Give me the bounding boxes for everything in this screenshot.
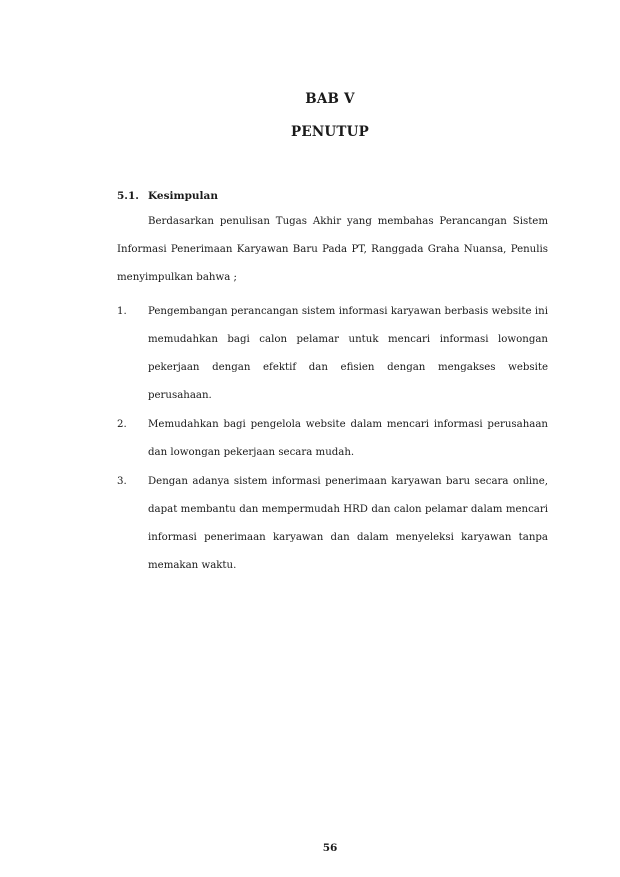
conclusion-text: Dengan adanya sistem informasi penerimaan karyawan baru secara online, dapat membantu dan mempermudah HRD dan calon pelamar dalam mencari informasi penerimaan karyawan dan dalam menyeleksi karyawan tanpa memakan waktu. [148, 476, 548, 571]
intro-paragraph: Berdasarkan penulisan Tugas Akhir yang membahas Perancangan Sistem Informasi Penerimaan Karyawan Baru Pada PT, Ranggada Graha Nuansa, Penulis menyimpulkan bahwa ; [117, 216, 548, 283]
section-number: 5.1. [117, 190, 139, 202]
conclusion-list [117, 298, 548, 581]
conclusion-number: 1. [117, 306, 127, 317]
page-number: 56 [322, 842, 338, 854]
conclusion-number: 3. [117, 476, 127, 487]
conclusion-item-1 [117, 298, 548, 410]
conclusion-item-2 [117, 411, 548, 467]
conclusion-text: Memudahkan bagi pengelola website dalam mencari informasi perusahaan dan lowongan pekerjaan secara mudah. [148, 419, 548, 458]
chapter-title: PENUTUP [291, 124, 369, 140]
conclusion-item-3 [117, 468, 548, 580]
conclusion-text: Pengembangan perancangan sistem informasi karyawan berbasis website ini memudahkan bagi calon pelamar untuk mencari informasi lowongan pekerjaan dengan efektif dan efisien dengan mengakses website perusahaan. [148, 306, 548, 401]
chapter-number: BAB V [305, 91, 355, 107]
section-title: Kesimpulan [148, 190, 218, 202]
section-heading [117, 190, 218, 202]
conclusion-number: 2. [117, 419, 127, 430]
